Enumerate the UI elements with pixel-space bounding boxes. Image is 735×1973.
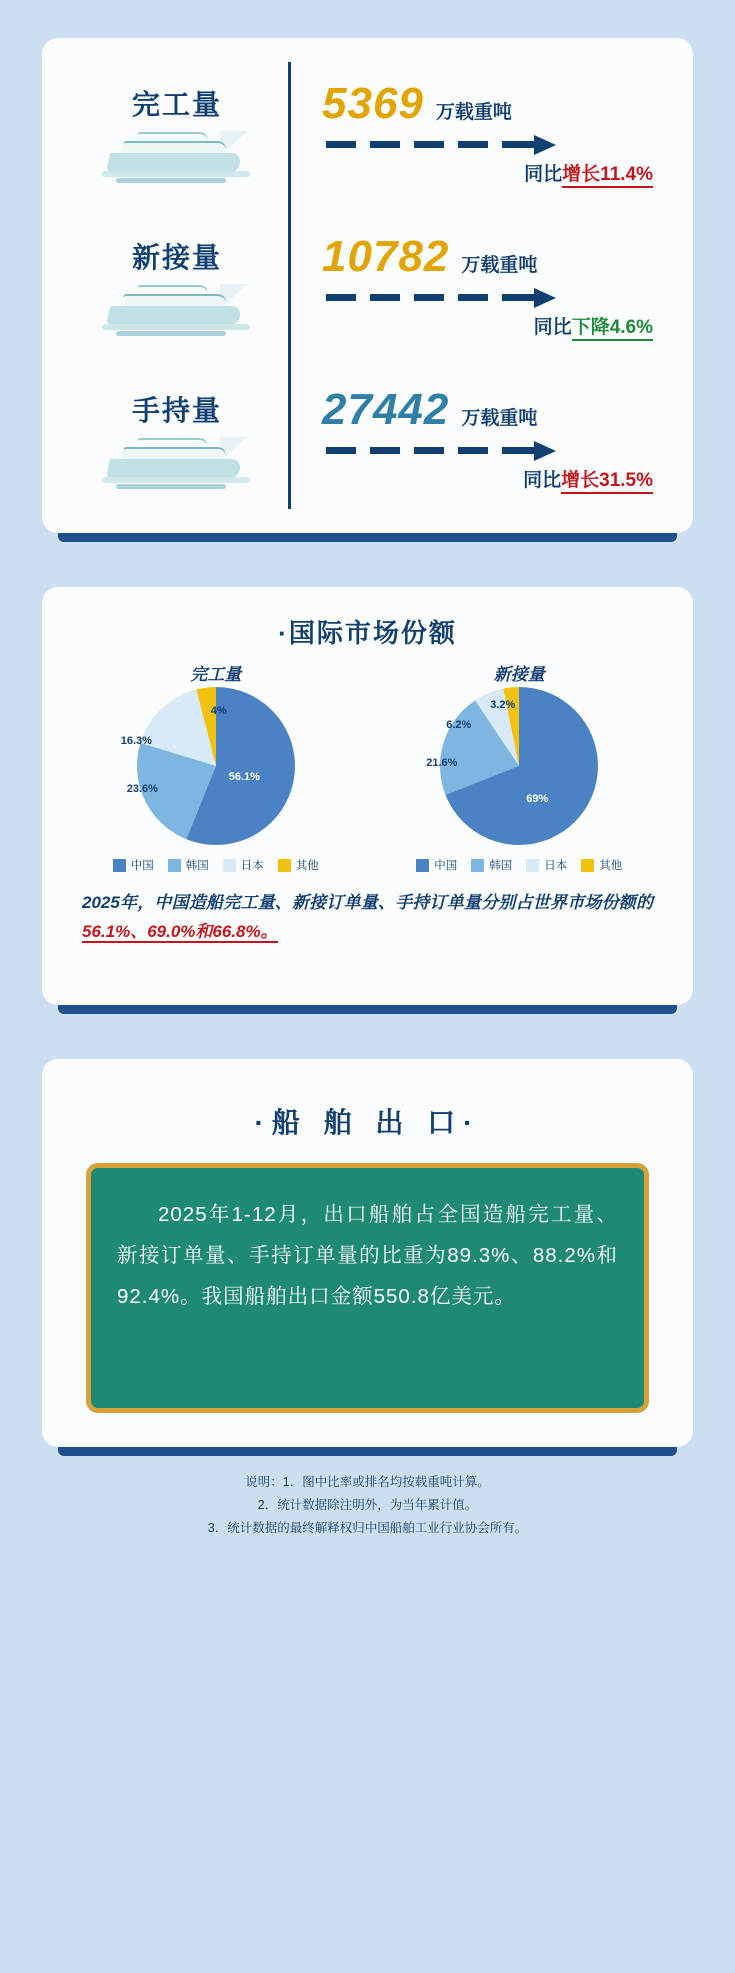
legend-item — [113, 857, 154, 873]
pie-slice-label: 6.2% — [446, 719, 472, 731]
pie-legend — [368, 857, 672, 873]
pie-slice-label: 56.1% — [228, 771, 260, 783]
legend-item — [526, 857, 567, 873]
pie-caption: 新接量 — [493, 665, 545, 684]
pie-charts — [64, 660, 671, 873]
indicator-change-value: 下降4.6% — [572, 317, 653, 341]
legend-label: 其他 — [599, 860, 623, 872]
footer-line: 说明：1．图中比率或排名均按载重吨计算。 — [245, 1475, 490, 1489]
pie-slice-label: 69% — [526, 793, 549, 805]
indicator-change-value: 增长11.4% — [562, 164, 653, 188]
legend-swatch — [113, 859, 126, 872]
indicator-value: 5369 — [322, 79, 424, 128]
indicator-change-prefix: 同比 — [524, 164, 563, 185]
pie-graphic — [440, 687, 598, 845]
pie-slice-label: 4% — [210, 705, 227, 717]
indicator-value: 27442 — [322, 385, 450, 434]
card-shadow — [58, 1005, 677, 1014]
legend-swatch — [581, 859, 594, 872]
note-text: 2025年，中国造船完工量、新接订单量、手持订单量分别占世界市场份额的 — [82, 893, 653, 912]
indicator-left — [66, 389, 288, 489]
legend-swatch — [278, 859, 291, 872]
legend-swatch — [526, 859, 539, 872]
market-share-card — [42, 587, 693, 1005]
arrow-icon — [326, 441, 556, 461]
ship-icon — [102, 433, 252, 489]
indicator-right — [288, 385, 669, 492]
arrow-icon — [326, 135, 556, 155]
indicators-table — [66, 56, 669, 515]
card-shadow — [58, 1447, 677, 1456]
indicator-row — [66, 209, 669, 362]
footer-notes — [42, 1471, 693, 1540]
indicator-right — [288, 232, 669, 339]
legend-label: 中国 — [434, 860, 458, 872]
indicator-row — [66, 56, 669, 209]
indicator-left — [66, 83, 288, 183]
indicators-card — [42, 38, 693, 533]
export-box — [86, 1163, 649, 1413]
legend-label: 韩国 — [185, 860, 209, 872]
legend-label: 其他 — [295, 860, 319, 872]
indicator-left — [66, 236, 288, 336]
legend-item — [416, 857, 457, 873]
ship-icon — [102, 127, 252, 183]
indicator-unit: 万载重吨 — [435, 102, 512, 123]
indicator-change-prefix: 同比 — [533, 317, 572, 338]
pie-caption: 完工量 — [190, 665, 242, 684]
legend-item — [278, 857, 319, 873]
legend-item — [168, 857, 209, 873]
indicator-change — [322, 465, 669, 492]
export-title: ·船 舶 出 口· — [254, 1107, 481, 1138]
footer-line: 2．统计数据除注明外，为当年累计值。 — [257, 1498, 478, 1513]
ship-icon — [102, 280, 252, 336]
pie-slice-label: 23.6% — [126, 783, 158, 795]
legend-item — [471, 857, 512, 873]
pie-chart-completed — [64, 660, 368, 873]
arrow-icon — [326, 288, 556, 308]
legend-label: 中国 — [130, 860, 154, 872]
market-share-note — [82, 889, 653, 947]
pie-chart-new-orders — [368, 660, 672, 873]
market-share-title: ·国际市场份额 — [278, 618, 457, 648]
indicator-change-value: 增长31.5% — [561, 470, 653, 494]
card-shadow — [58, 533, 677, 542]
legend-swatch — [223, 859, 236, 872]
legend-label: 日本 — [240, 860, 264, 872]
indicator-value: 10782 — [322, 232, 450, 281]
pie-legend — [64, 857, 368, 873]
legend-label: 日本 — [544, 860, 568, 872]
legend-item — [223, 857, 264, 873]
note-highlight: 56.1%、69.0%和66.8%。 — [82, 921, 278, 941]
export-body-text: 2025年1-12月，出口船舶占全国造船完工量、新接订单量、手持订单量的比重为89.3%、88.2%和92.4%。我国船舶出口金额550.8亿美元。 — [117, 1203, 618, 1308]
indicator-unit: 万载重吨 — [461, 408, 538, 429]
legend-swatch — [471, 859, 484, 872]
indicator-change — [322, 312, 669, 339]
indicator-name: 手持量 — [131, 394, 222, 426]
export-card — [42, 1059, 693, 1447]
pie-slice-label: 3.2% — [490, 699, 516, 711]
legend-swatch — [168, 859, 181, 872]
indicator-unit: 万载重吨 — [461, 255, 538, 276]
indicator-right — [288, 79, 669, 186]
indicator-name: 新接量 — [131, 241, 222, 273]
indicator-change-prefix: 同比 — [523, 470, 562, 491]
pie-slice-label: 21.6% — [426, 757, 458, 769]
legend-label: 韩国 — [489, 860, 513, 872]
indicator-name: 完工量 — [131, 88, 222, 120]
footer-line: 3．统计数据的最终解释权归中国船舶工业行业协会所有。 — [207, 1521, 528, 1536]
legend-swatch — [416, 859, 429, 872]
legend-item — [581, 857, 622, 873]
indicator-change — [322, 159, 669, 186]
indicator-row — [66, 362, 669, 515]
pie-slice-label: 16.3% — [120, 735, 152, 747]
